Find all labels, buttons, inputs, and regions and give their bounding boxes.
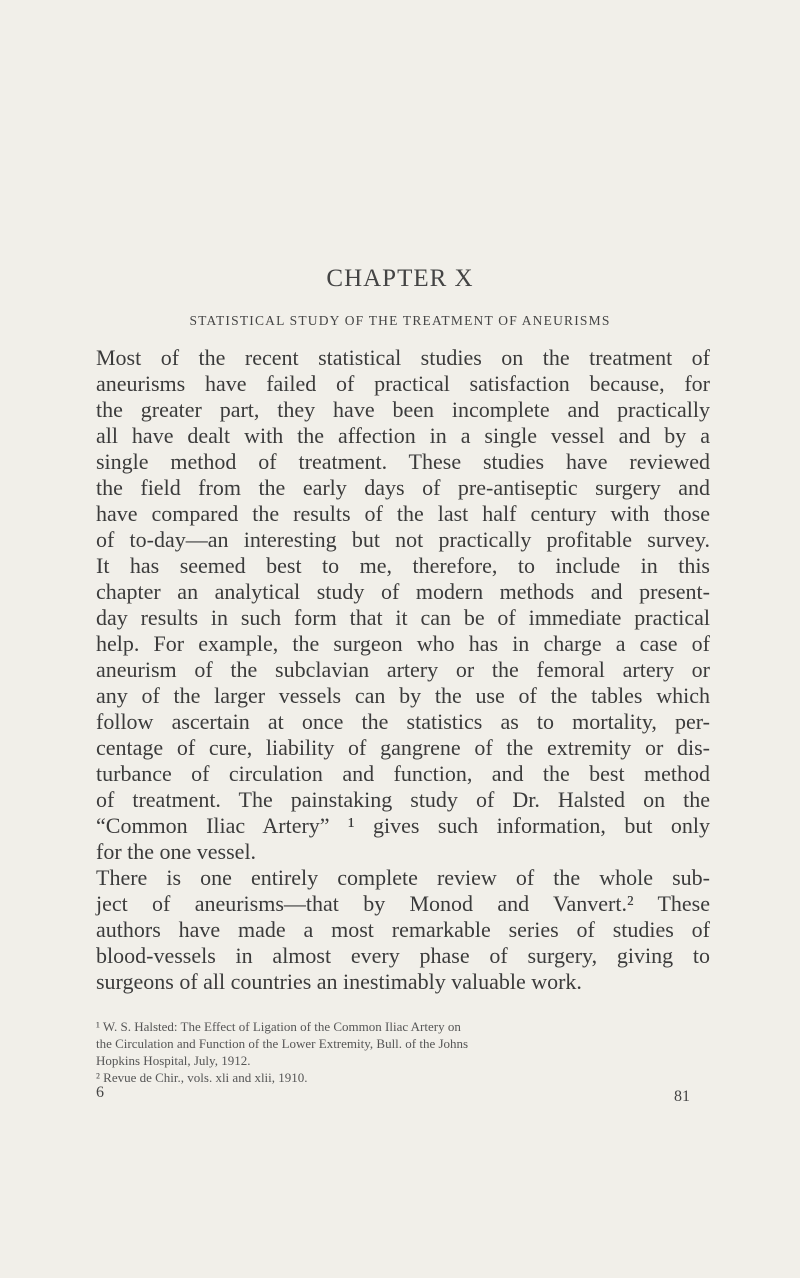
body-line: authors have made a most remarkable series of studies of [96,917,710,942]
body-line: aneurisms have failed of practical satisfaction because, for [96,371,710,396]
page-number: 81 [674,1088,690,1105]
body-line: blood-vessels in almost every phase of surgery, giving to [96,943,710,968]
body-line: of to-day—an interesting but not practically profitable survey. [96,527,710,552]
body-line: the greater part, they have been incomplete and practically [96,397,710,422]
footnote-line: Hopkins Hospital, July, 1912. [96,1053,251,1068]
footnote-line: the Circulation and Function of the Lower Extremity, Bull. of the Johns [96,1036,469,1051]
footnote-line: ² Revue de Chir., vols. xli and xlii, 1910. [96,1070,308,1085]
signature-mark: 6 [96,1084,104,1101]
body-line: centage of cure, liability of gangrene of the extremity or dis- [96,735,710,760]
body-line: surgeons of all countries an inestimably valuable work. [96,969,582,994]
body-line: day results in such form that it can be of immediate practical [96,605,710,630]
body-line: single method of treatment. These studies have reviewed [96,449,710,474]
chapter-subtitle: STATISTICAL STUDY OF THE TREATMENT OF ANEURISMS [189,313,611,328]
body-line: have compared the results of the last half century with those [96,501,710,526]
body-line: for the one vessel. [96,839,257,864]
footnote-line: ¹ W. S. Halsted: The Effect of Ligation of the Common Iliac Artery on [96,1019,461,1034]
body-line: help. For example, the surgeon who has in charge a case of [96,631,710,656]
body-line: follow ascertain at once the statistics as to mortality, per- [96,709,710,734]
chapter-heading: CHAPTER X [326,265,474,292]
body-line: all have dealt with the affection in a single vessel and by a [96,423,710,448]
body-line: any of the larger vessels can by the use of the tables which [96,683,710,708]
body-line: ject of aneurisms—that by Monod and Vanvert.² These [96,891,710,916]
body-line: Most of the recent statistical studies on the treatment of [96,345,710,370]
body-line: “Common Iliac Artery” ¹ gives such information, but only [96,813,710,838]
body-line: It has seemed best to me, therefore, to include in this [96,553,710,578]
body-line: chapter an analytical study of modern methods and present- [96,579,710,604]
body-line: the field from the early days of pre-antiseptic surgery and [96,475,710,500]
body-line: turbance of circulation and function, and the best method [96,761,710,786]
body-line: aneurism of the subclavian artery or the femoral artery or [96,657,710,682]
body-line: There is one entirely complete review of the whole sub- [96,865,710,890]
body-line: of treatment. The painstaking study of Dr. Halsted on the [96,787,710,812]
